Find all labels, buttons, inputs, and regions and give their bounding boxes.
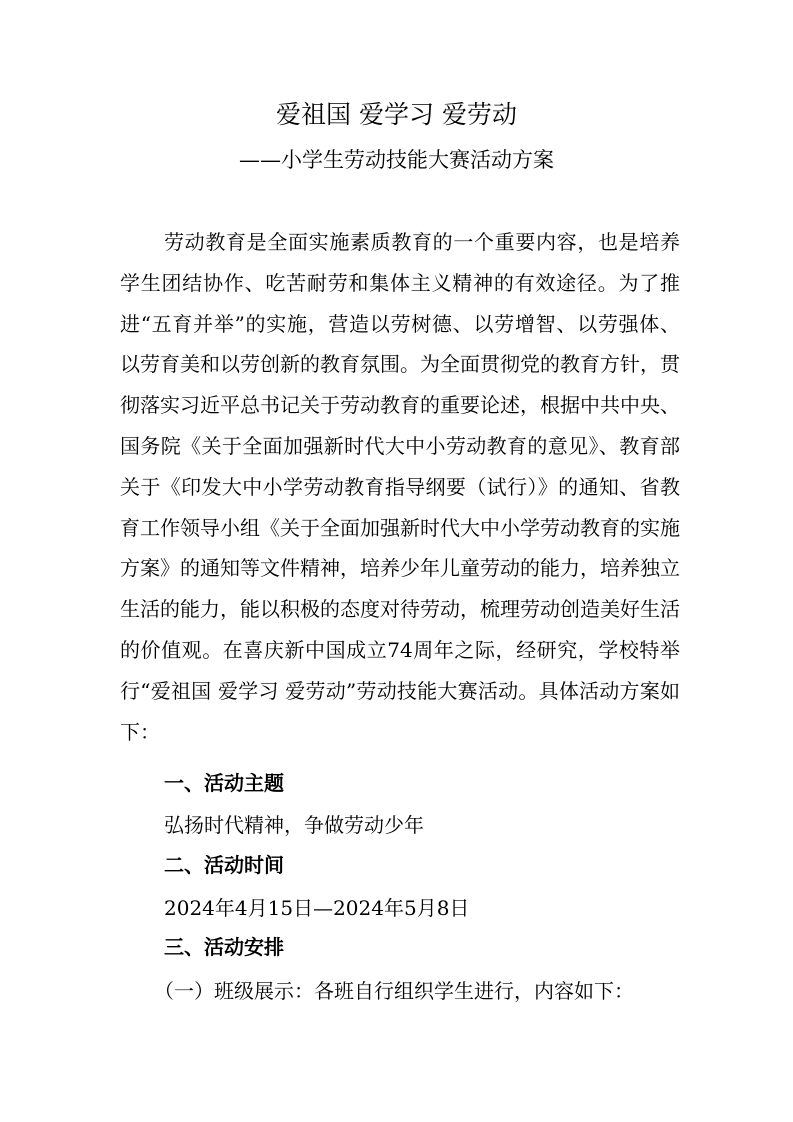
section-text-theme: 弘扬时代精神，争做劳动少年 bbox=[164, 813, 424, 837]
section-text-time: 2024年4月15日—2024年5月8日 bbox=[164, 896, 470, 920]
section-heading-arrangement: 三、活动安排 bbox=[164, 935, 284, 959]
document-title: 爱祖国 爱学习 爱劳动 bbox=[276, 100, 517, 129]
section-item-class-display: （一）班级展示：各班自行组织学生进行，内容如下： bbox=[154, 979, 634, 1003]
section-heading-time: 二、活动时间 bbox=[164, 853, 284, 877]
intro-paragraph: 劳动教育是全面实施素质教育的一个重要内容，也是培养学生团结协作、吃苦耐劳和集体主义精神的有效途径。为了推进“五育并举”的实施，营造以劳树德、以劳增智、以劳强体、以劳育美和以劳创新的教育氛围。为全面贯彻党的教育方针，贯彻落实习近平总书记关于劳动教育的重要论述，根据中共中央、国务院《关于全面加强新时代大中小劳动教育的意见》、教育部关于《印发大中小学劳动教育指导纲要（试行）》的通知、省教育工作领导小组《关于全面加强新时代大中小学劳动教育的实施方案》的通知等文件精神，培养少年儿童劳动的能力，培养独立生活的能力，能以积极的态度对待劳动，梳理劳动创造美好生活的价值观。在喜庆新中国成立74周年之际，经研究，学校特举行“爱祖国 爱学习 爱劳动”劳动技能大赛活动。具体活动方案如下： bbox=[120, 230, 680, 744]
document-subtitle: ——小学生劳动技能大赛活动方案 bbox=[239, 148, 554, 172]
section-heading-theme: 一、活动主题 bbox=[164, 771, 284, 795]
